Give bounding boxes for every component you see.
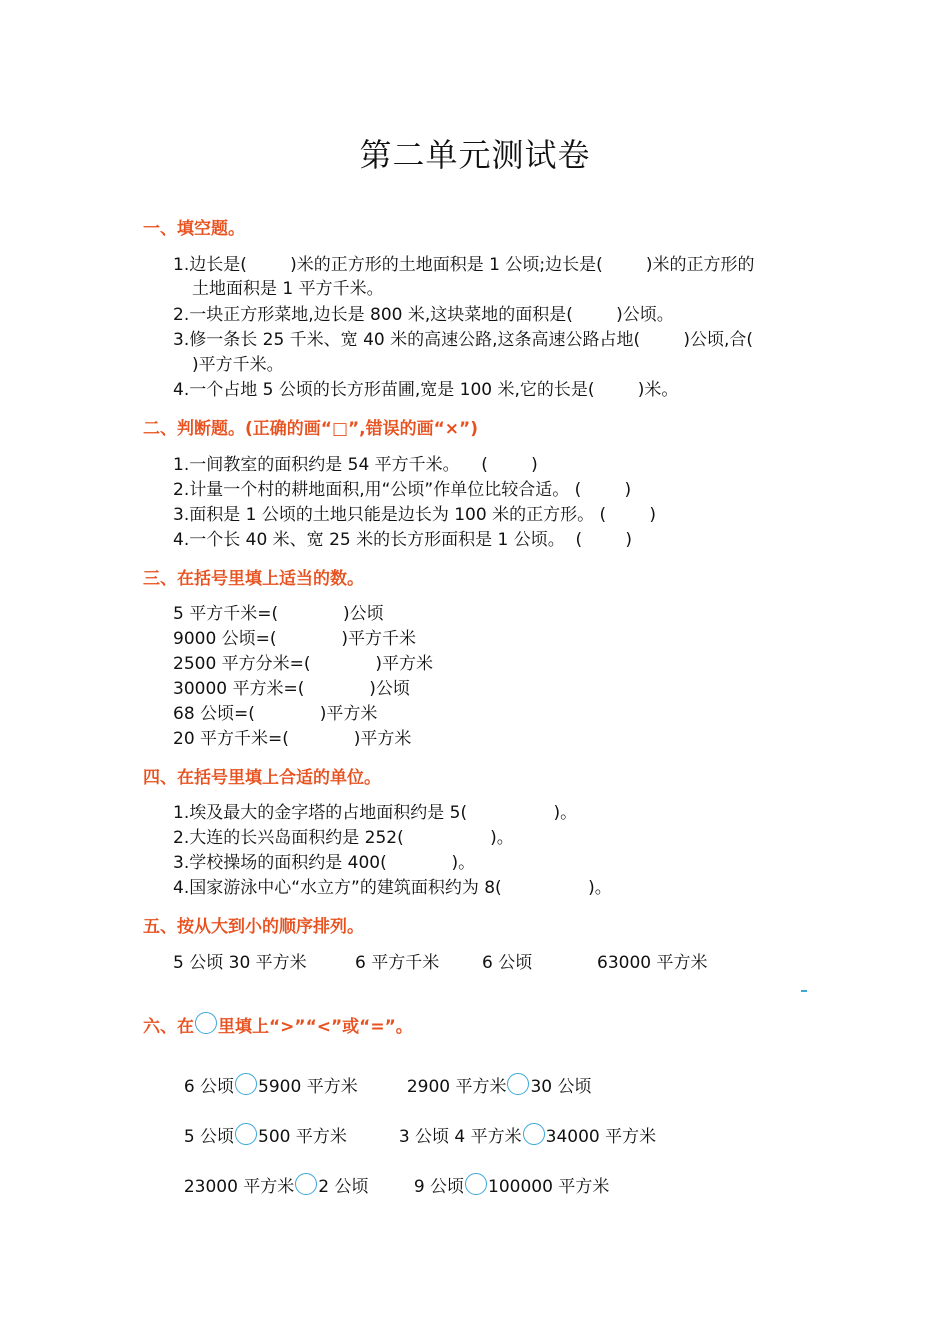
s6-row1-right [396,1052,592,1097]
s1-q3-line1: 3.修一条长 25 千米、宽 40 米的高速公路,这条高速公路占地( )公顷,合( [173,330,754,350]
page-title: 第二单元测试卷 [359,136,591,174]
section-6-heading-before: 六、在 [143,1017,194,1037]
compare-circle-icon[interactable] [507,1073,529,1095]
section-2-heading: 二、判断题。(正确的画“□”,错误的画“×”) [143,419,478,439]
s6-r3a-left-value: 23000 平方米 [183,1177,295,1197]
section-4-heading: 四、在括号里填上合适的单位。 [143,768,381,788]
section-5-heading: 五、按从大到小的顺序排列。 [143,917,364,937]
s3-q2: 9000 公顷=( )平方千米 [173,629,417,649]
s6-r2b-right-value: 34000 平方米 [545,1127,657,1147]
s2-q3: 3.面积是 1 公顷的土地只能是边长为 100 米的正方形。 ( ) [173,505,656,525]
s6-row2-left [173,1102,347,1147]
s6-r2b-left-value: 3 公顷 4 平方米 [398,1127,522,1147]
s1-q3-line2: )平方千米。 [192,355,284,375]
compare-circle-icon [195,1012,217,1034]
s2-q1: 1.一间教室的面积约是 54 平方千米。 ( ) [173,455,538,475]
s6-r2a-left-value: 5 公顷 [183,1127,235,1147]
s6-row2-right [388,1102,656,1147]
s5-item-3: 6 公顷 [482,953,533,973]
s1-q1-line2: 土地面积是 1 平方千米。 [192,279,384,299]
s4-q2: 2.大连的长兴岛面积约是 252( )。 [173,828,514,848]
compare-circle-icon[interactable] [235,1073,257,1095]
s4-q3: 3.学校操场的面积约是 400( )。 [173,853,476,873]
section-6-heading [143,1012,413,1037]
s4-q1: 1.埃及最大的金字塔的占地面积约是 5( )。 [173,803,578,823]
compare-circle-icon[interactable] [465,1173,487,1195]
s5-item-4: 63000 平方米 [597,953,708,973]
compare-circle-icon[interactable] [235,1123,257,1145]
compare-circle-icon[interactable] [523,1123,545,1145]
s3-q6: 20 平方千米=( )平方米 [173,729,412,749]
section-1-heading: 一、填空题。 [143,219,245,239]
s6-r1a-right-value: 5900 平方米 [258,1077,358,1097]
s5-item-2: 6 平方千米 [355,953,440,973]
s3-q1: 5 平方千米=( )公顷 [173,604,384,624]
section-3-heading: 三、在括号里填上适当的数。 [143,569,364,589]
s2-q4: 4.一个长 40 米、宽 25 米的长方形面积是 1 公顷。 ( ) [173,530,633,550]
s6-r1a-left-value: 6 公顷 [183,1077,235,1097]
s6-r2a-right-value: 500 平方米 [258,1127,347,1147]
s3-q5: 68 公顷=( )平方米 [173,704,378,724]
s1-q2: 2.一块正方形菜地,边长是 800 米,这块菜地的面积是( )公顷。 [173,305,674,325]
s6-r3a-right-value: 2 公顷 [318,1177,369,1197]
s6-r1b-right-value: 30 公顷 [530,1077,592,1097]
s6-row1-left [173,1052,358,1097]
s2-q2: 2.计量一个村的耕地面积,用“公顷”作单位比较合适。 ( ) [173,480,632,500]
s6-row3-left [173,1152,369,1197]
stray-mark [801,990,807,992]
s3-q3: 2500 平方分米=( )平方米 [173,654,434,674]
s4-q4: 4.国家游泳中心“水立方”的建筑面积约为 8( )。 [173,878,612,898]
s3-q4: 30000 平方米=( )公顷 [173,679,410,699]
s6-r3b-left-value: 9 公顷 [413,1177,465,1197]
s6-row3-right [403,1152,609,1197]
s6-r1b-left-value: 2900 平方米 [406,1077,507,1097]
s1-q4: 4.一个占地 5 公顷的长方形苗圃,宽是 100 米,它的长是( )米。 [173,380,679,400]
s1-q1-line1: 1.边长是( )米的正方形的土地面积是 1 公顷;边长是( )米的正方形的 [173,255,755,275]
s5-item-1: 5 公顷 30 平方米 [173,953,307,973]
s6-r3b-right-value: 100000 平方米 [488,1177,610,1197]
section-6-heading-after: 里填上“>”“<”或“=”。 [218,1017,413,1037]
compare-circle-icon[interactable] [295,1173,317,1195]
